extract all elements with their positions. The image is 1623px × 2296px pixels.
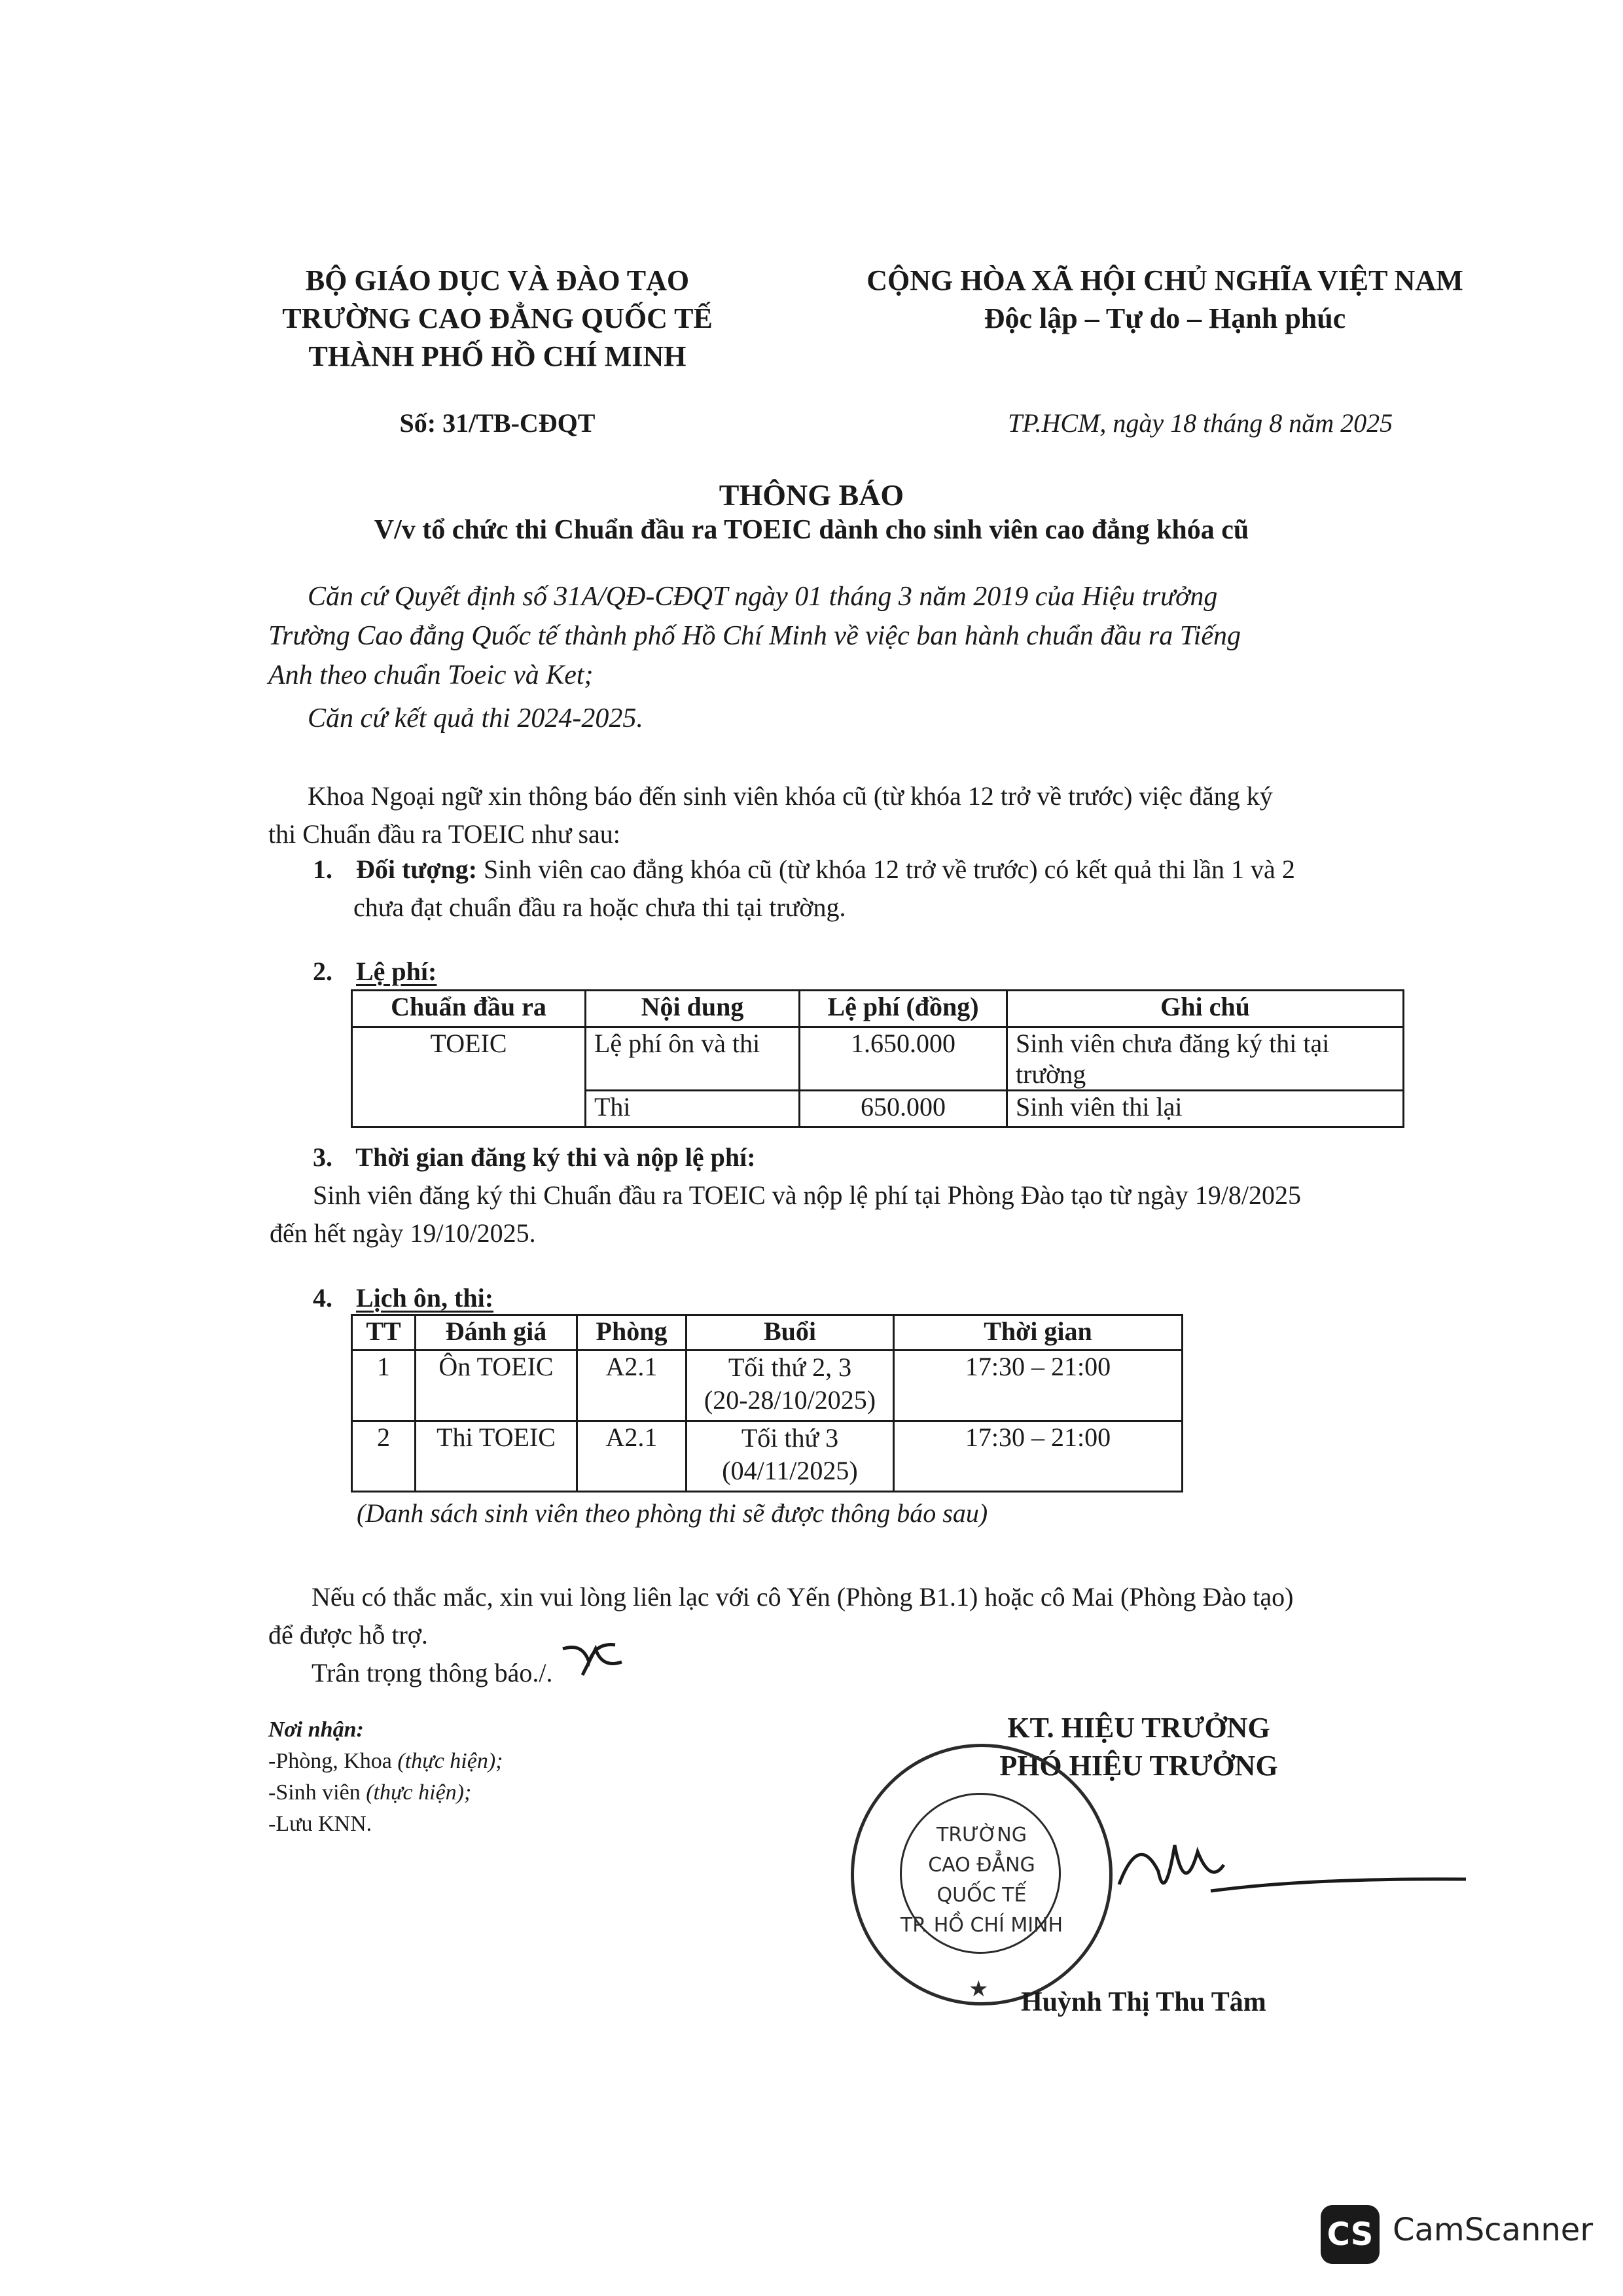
section-1-text: Sinh viên cao đẳng khóa cũ (từ khóa 12 trở về trước) có kết quả thi lần 1 và 2	[477, 855, 1295, 884]
schedule-table	[351, 1314, 1183, 1492]
section-3-number: 3.	[313, 1142, 332, 1172]
schedule-type: Thi TOEIC	[416, 1421, 577, 1492]
section-4-number: 4.	[313, 1283, 332, 1313]
schedule-header-room: Phòng	[577, 1315, 687, 1351]
schedule-session-date: (20-28/10/2025)	[704, 1385, 876, 1415]
fee-amount: 650.000	[800, 1091, 1007, 1127]
schedule-session	[687, 1351, 894, 1421]
fee-header-content: Nội dung	[586, 991, 800, 1027]
fee-content: Thi	[586, 1091, 800, 1127]
header-right	[812, 262, 1518, 338]
recipient-1-note: (thực hiện);	[391, 1749, 503, 1773]
section-1-label: Đối tượng:	[356, 855, 478, 884]
section-4-heading	[313, 1279, 493, 1317]
recipient-2: -Sinh viên	[268, 1780, 361, 1805]
handwritten-signature-icon	[1113, 1806, 1479, 1937]
schedule-table-header	[352, 1315, 1183, 1351]
document-subject: V/v tổ chức thi Chuẩn đầu ra TOEIC dành cho sinh viên cao đẳng khóa cũ	[374, 515, 1249, 545]
schedule-tt: 2	[352, 1421, 416, 1492]
section-3-line-2: đến hết ngày 19/10/2025.	[270, 1218, 536, 1248]
motto: Độc lập – Tự do – Hạnh phúc	[984, 302, 1346, 334]
schedule-session-day: Tối thứ 3	[741, 1423, 839, 1453]
document-date: TP.HCM, ngày 18 tháng 8 năm 2025	[1008, 408, 1393, 438]
basis-block	[268, 577, 1381, 738]
fee-standard: TOEIC	[352, 1027, 586, 1127]
document-title: THÔNG BÁO	[719, 478, 904, 512]
stamp-line-2: CAO ĐẲNG	[928, 1854, 1035, 1877]
stamp-line-1: TRƯỜNG	[936, 1824, 1027, 1846]
recipient-1: -Phòng, Khoa	[268, 1749, 392, 1773]
schedule-tt: 1	[352, 1351, 416, 1421]
fee-amount: 1.650.000	[800, 1027, 1007, 1091]
section-1	[313, 851, 1386, 927]
schedule-time: 17:30 – 21:00	[894, 1351, 1183, 1421]
camscanner-brand: CamScanner	[1393, 2212, 1594, 2248]
closing-line: Trân trọng thông báo./.	[312, 1658, 553, 1687]
schedule-room: A2.1	[577, 1351, 687, 1421]
recipient-3: -Lưu KNN.	[268, 1812, 372, 1836]
signature-role-2: PHÓ HIỆU TRƯỞNG	[999, 1750, 1278, 1782]
stamp-line-3: QUỐC TẾ	[936, 1884, 1027, 1907]
table-row	[352, 1421, 1183, 1492]
schedule-header-type: Đánh giá	[416, 1315, 577, 1351]
schedule-room: A2.1	[577, 1421, 687, 1492]
table-row	[352, 1027, 1404, 1091]
section-3	[270, 1139, 1412, 1252]
fee-header-standard: Chuẩn đầu ra	[352, 991, 586, 1027]
schedule-note: (Danh sách sinh viên theo phòng thi sẽ được thông báo sau)	[357, 1498, 988, 1528]
fee-table-header	[352, 991, 1404, 1027]
recipient-2-note: (thực hiện);	[360, 1780, 472, 1805]
basis-line-4: Căn cứ kết quả thi 2024-2025.	[308, 703, 643, 733]
schedule-header-session: Buổi	[687, 1315, 894, 1351]
intro-block	[268, 777, 1381, 853]
contact-line-1: Nếu có thắc mắc, xin vui lòng liên lạc với cô Yến (Phòng B1.1) hoặc cô Mai (Phòng Đào tạo)	[312, 1582, 1294, 1612]
contact-block	[268, 1578, 1381, 1692]
schedule-type: Ôn TOEIC	[416, 1351, 577, 1421]
official-stamp	[851, 1744, 1113, 2005]
initials-mark-icon	[556, 1636, 628, 1688]
fee-note: Sinh viên chưa đăng ký thi tại trường	[1007, 1027, 1404, 1091]
fee-header-note: Ghi chú	[1007, 991, 1404, 1027]
table-row	[352, 1351, 1183, 1421]
camscanner-logo-icon: CS	[1321, 2205, 1380, 2264]
schedule-time: 17:30 – 21:00	[894, 1421, 1183, 1492]
ministry-name: BỘ GIÁO DỤC VÀ ĐÀO TẠO	[305, 264, 690, 296]
section-2-label: Lệ phí:	[356, 957, 437, 986]
stamp-line-4: TP. HỒ CHÍ MINH	[900, 1914, 1063, 1937]
signature-role-1: KT. HIỆU TRƯỞNG	[1007, 1712, 1270, 1744]
recipients-title: Nơi nhận:	[268, 1718, 364, 1742]
schedule-session-date: (04/11/2025)	[722, 1456, 858, 1485]
recipients-block	[268, 1714, 726, 1840]
schedule-header-time: Thời gian	[894, 1315, 1183, 1351]
fee-note: Sinh viên thi lại	[1007, 1091, 1404, 1127]
basis-line-1: Căn cứ Quyết định số 31A/QĐ-CĐQT ngày 01 tháng 3 năm 2019 của Hiệu trưởng	[308, 582, 1218, 612]
stamp-star-icon: ★	[969, 1977, 989, 2002]
section-1-text-2: chưa đạt chuẩn đầu ra hoặc chưa thi tại trường.	[353, 892, 846, 922]
section-1-number: 1.	[313, 855, 332, 884]
intro-line-2: thi Chuẩn đầu ra TOEIC như sau:	[268, 819, 620, 849]
schedule-session	[687, 1421, 894, 1492]
intro-line-1: Khoa Ngoại ngữ xin thông báo đến sinh viên khóa cũ (từ khóa 12 trở về trước) việc đăng ký	[308, 781, 1273, 811]
document-number: Số: 31/TB-CĐQT	[399, 408, 596, 438]
header-left	[249, 262, 746, 376]
contact-line-2: để được hỗ trợ.	[268, 1620, 428, 1650]
section-3-label: Thời gian đăng ký thi và nộp lệ phí:	[355, 1142, 756, 1172]
school-city: THÀNH PHỐ HỒ CHÍ MINH	[308, 340, 687, 372]
fee-header-fee: Lệ phí (đồng)	[800, 991, 1007, 1027]
section-2-number: 2.	[313, 957, 332, 986]
fee-table	[351, 989, 1404, 1128]
school-name: TRƯỜNG CAO ĐẲNG QUỐC TẾ	[282, 302, 713, 334]
schedule-header-tt: TT	[352, 1315, 416, 1351]
section-4-label: Lịch ôn, thi:	[356, 1283, 494, 1313]
basis-line-2: Trường Cao đẳng Quốc tế thành phố Hồ Chí Minh về việc ban hành chuẩn đầu ra Tiếng	[268, 621, 1241, 651]
fee-content: Lệ phí ôn và thi	[586, 1027, 800, 1091]
section-2-heading	[313, 953, 437, 991]
signatory-name: Huỳnh Thị Thu Tâm	[1021, 1987, 1266, 2017]
section-3-line-1: Sinh viên đăng ký thi Chuẩn đầu ra TOEIC và nộp lệ phí tại Phòng Đào tạo từ ngày 19/8/2025	[313, 1180, 1302, 1210]
basis-line-3: Anh theo chuẩn Toeic và Ket;	[268, 660, 594, 690]
country-name: CỘNG HÒA XÃ HỘI CHỦ NGHĨA VIỆT NAM	[866, 264, 1463, 296]
schedule-session-day: Tối thứ 2, 3	[728, 1352, 852, 1382]
